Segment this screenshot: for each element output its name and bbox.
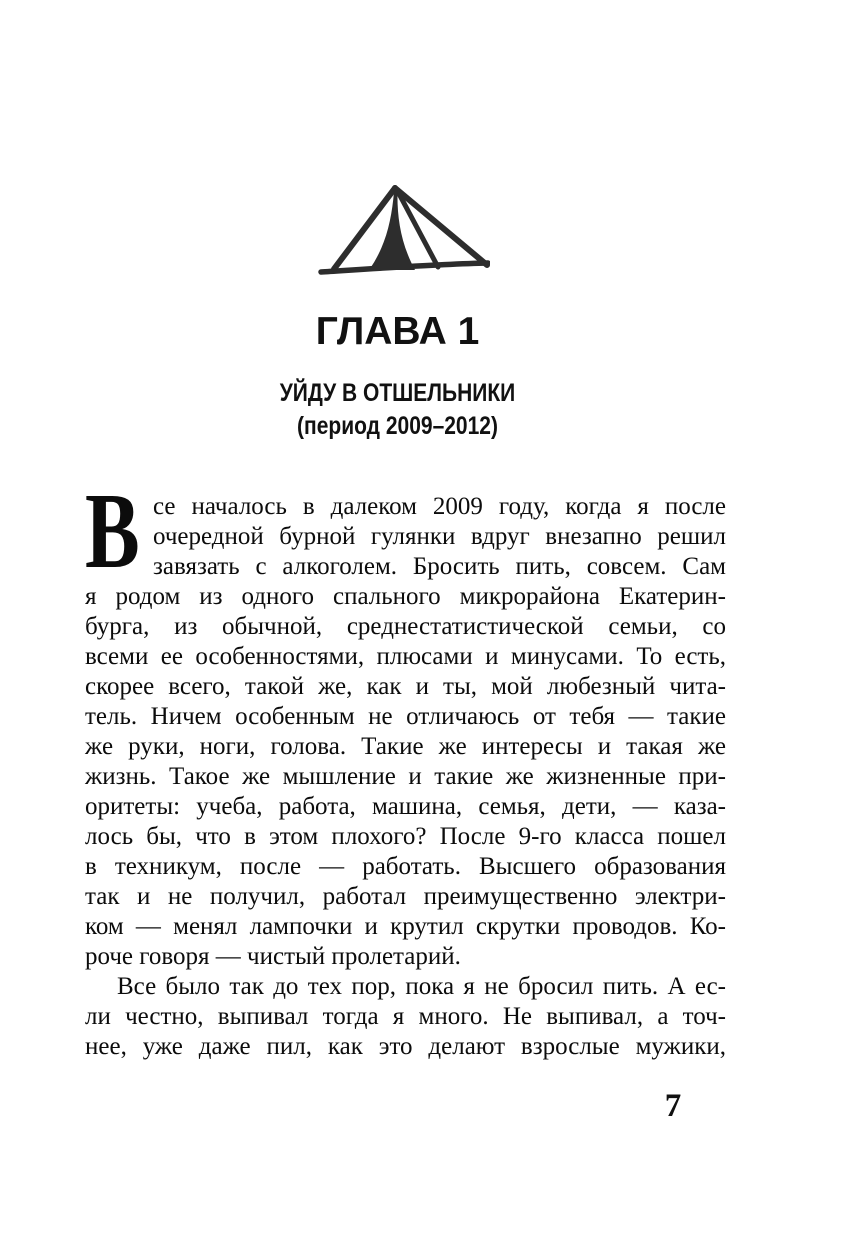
text-line: нее, уже даже пил, как это делают взрослые мужики, bbox=[85, 1033, 726, 1060]
text-line: роче говоря — чистый пролетарий. bbox=[85, 943, 461, 970]
text-line: тель. Ничем особенным не отличаюсь от тебя — такие bbox=[85, 703, 726, 730]
text-line: же руки, ноги, голова. Такие же интересы и такая же bbox=[85, 733, 726, 760]
page-number: 7 bbox=[664, 1088, 682, 1124]
text-line: бурга, из обычной, среднестатистической семьи, со bbox=[85, 613, 726, 640]
drop-cap: В bbox=[85, 472, 140, 591]
text-line: всеми ее особенностями, плюсами и минусами. То есть, bbox=[85, 643, 726, 670]
chapter-period: (период 2009–2012) bbox=[297, 412, 498, 440]
body-text bbox=[85, 472, 726, 1062]
chapter-subtitle: УЙДУ В ОТШЕЛЬНИКИ bbox=[279, 379, 516, 407]
paragraph bbox=[85, 972, 726, 1062]
text-line: лось бы, что в этом плохого? После 9-го класса пошел bbox=[85, 823, 726, 850]
text-line: я родом из одного спального микрорайона Екатерин- bbox=[85, 583, 726, 610]
text-line: Все было так до тех пор, пока я не бросил пить. А ес- bbox=[117, 973, 726, 1000]
text-line: очередной бурной гулянки вдруг внезапно решил bbox=[153, 523, 726, 550]
text-line: скорее всего, такой же, как и ты, мой любезный чита- bbox=[85, 673, 726, 700]
text-line: ком — менял лампочки и крутил скрутки проводов. Ко- bbox=[85, 913, 726, 940]
text-line: так и не получил, работал преимущественно электри- bbox=[85, 883, 726, 910]
text-line: жизнь. Такое же мышление и такие же жизненные при- bbox=[85, 763, 726, 790]
chapter-title: ГЛАВА 1 bbox=[315, 310, 480, 353]
tent-icon bbox=[318, 180, 490, 275]
text-line: оритеты: учеба, работа, машина, семья, дети, — каза- bbox=[85, 793, 726, 820]
text-line: завязать с алкоголем. Бросить пить, совсем. Сам bbox=[153, 553, 726, 580]
text-line: се началось в далеком 2009 году, когда я после bbox=[153, 493, 726, 520]
text-line: в техникум, после — работать. Высшего образования bbox=[85, 853, 726, 880]
text-line: ли честно, выпивал тогда я много. Не выпивал, а точ- bbox=[85, 1003, 726, 1030]
paragraph bbox=[85, 472, 726, 972]
